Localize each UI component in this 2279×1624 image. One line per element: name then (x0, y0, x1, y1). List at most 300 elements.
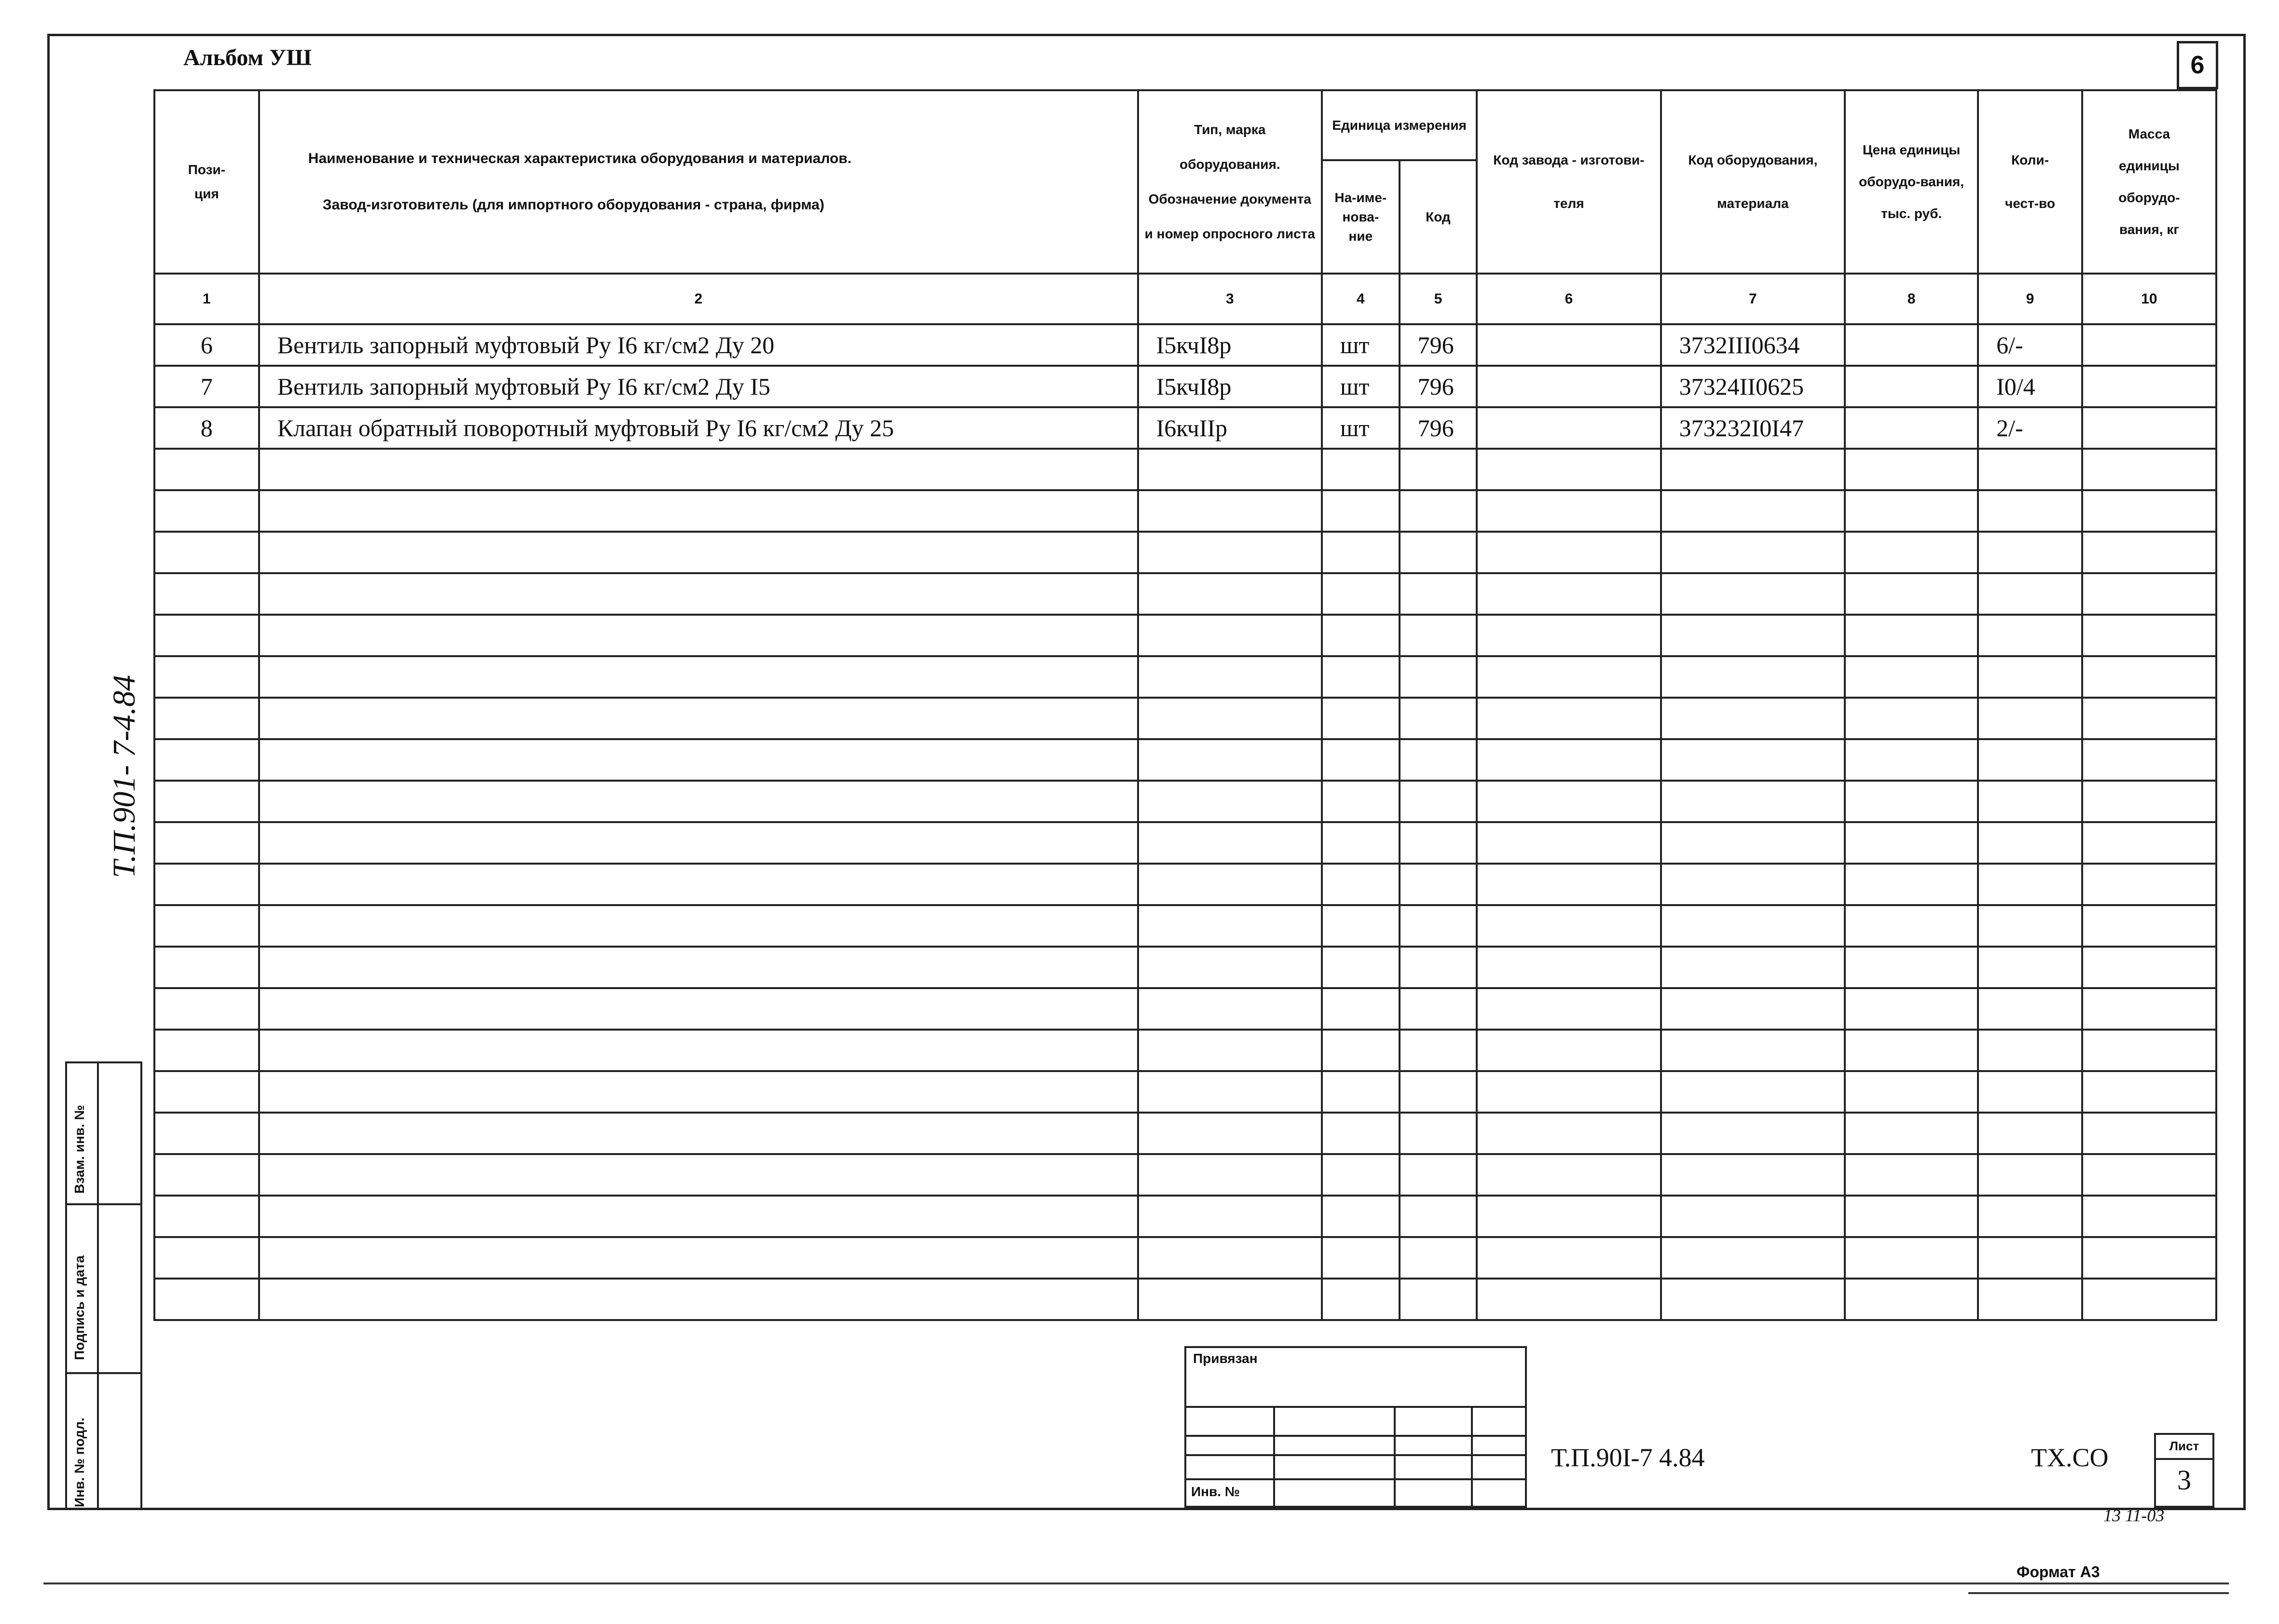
row-quantity: I0/4 (1978, 366, 2082, 407)
empty-cell (1845, 656, 1978, 698)
empty-cell (1978, 698, 2082, 739)
empty-cell (2082, 1279, 2216, 1320)
empty-cell (154, 573, 259, 615)
empty-cell (1978, 822, 2082, 864)
empty-cell (1138, 864, 1322, 905)
empty-cell (154, 532, 259, 573)
col-header-maker-code: Код завода - изготови-теля (1477, 90, 1661, 274)
empty-cell (1978, 1071, 2082, 1113)
empty-cell (2082, 1071, 2216, 1113)
row-mass (2082, 366, 2216, 407)
empty-cell (2082, 449, 2216, 490)
empty-cell (2082, 615, 2216, 656)
row-quantity: 2/- (1978, 407, 2082, 449)
empty-cell (1978, 490, 2082, 532)
empty-cell (154, 1113, 259, 1154)
empty-cell (1845, 1237, 1978, 1279)
empty-cell (1978, 1237, 2082, 1279)
empty-cell (1322, 449, 1400, 490)
row-type: I5кчI8р (1138, 324, 1322, 366)
empty-cell (259, 864, 1138, 905)
side-signature-strip (65, 1061, 142, 1510)
empty-cell (1661, 1154, 1845, 1196)
empty-cell (2082, 1237, 2216, 1279)
row-position: 8 (154, 407, 259, 449)
table-row (154, 366, 2216, 407)
col-header-unit-name: На-име-нова-ние (1322, 160, 1400, 274)
col-number: 8 (1845, 274, 1978, 324)
empty-cell (1138, 1030, 1322, 1071)
empty-cell (2082, 1030, 2216, 1071)
empty-row (154, 781, 2216, 822)
empty-cell (1400, 573, 1477, 615)
col-header-name (259, 90, 1138, 274)
empty-cell (2082, 739, 2216, 781)
empty-row (154, 822, 2216, 864)
empty-cell (2082, 532, 2216, 573)
col-number: 1 (154, 274, 259, 324)
empty-cell (1400, 490, 1477, 532)
empty-cell (1661, 1071, 1845, 1113)
handwritten-number: 13 11-03 (2103, 1506, 2165, 1525)
empty-cell (1978, 905, 2082, 947)
empty-cell (1661, 988, 1845, 1030)
empty-cell (259, 781, 1138, 822)
empty-cell (1978, 1196, 2082, 1237)
row-position: 6 (154, 324, 259, 366)
empty-cell (1978, 1113, 2082, 1154)
row-quantity: 6/- (1978, 324, 2082, 366)
empty-cell (1138, 1279, 1322, 1320)
empty-cell (259, 698, 1138, 739)
col-header-equipment-code: Код оборудования, материала (1661, 90, 1845, 274)
row-price (1845, 407, 1978, 449)
empty-cell (154, 490, 259, 532)
empty-cell (1477, 1071, 1661, 1113)
row-unit: шт (1322, 324, 1400, 366)
empty-cell (1477, 864, 1661, 905)
empty-cell (1978, 615, 2082, 656)
empty-cell (259, 1154, 1138, 1196)
empty-cell (154, 1154, 259, 1196)
empty-cell (1978, 573, 2082, 615)
empty-cell (1661, 822, 1845, 864)
empty-cell (154, 656, 259, 698)
empty-cell (1845, 573, 1978, 615)
empty-cell (154, 947, 259, 988)
row-equipment-code: 3732III0634 (1661, 324, 1845, 366)
empty-cell (1845, 864, 1978, 905)
empty-cell (259, 1279, 1138, 1320)
empty-cell (1661, 532, 1845, 573)
empty-rows (154, 449, 2216, 1320)
row-unit-code: 796 (1400, 366, 1477, 407)
empty-cell (1322, 822, 1400, 864)
row-price (1845, 366, 1978, 407)
empty-cell (154, 781, 259, 822)
empty-cell (1477, 490, 1661, 532)
empty-cell (1845, 449, 1978, 490)
empty-cell (1978, 947, 2082, 988)
empty-cell (1322, 1237, 1400, 1279)
empty-cell (1845, 988, 1978, 1030)
empty-cell (1322, 781, 1400, 822)
empty-cell (1845, 1071, 1978, 1113)
empty-cell (259, 1030, 1138, 1071)
empty-cell (154, 905, 259, 947)
col-header-type: Тип, марка оборудования. Обозначение документа и номер опросного листа (1138, 90, 1322, 274)
empty-cell (154, 822, 259, 864)
empty-cell (1138, 947, 1322, 988)
empty-cell (1845, 1113, 1978, 1154)
empty-cell (1322, 1030, 1400, 1071)
empty-cell (1400, 781, 1477, 822)
row-unit-code: 796 (1400, 324, 1477, 366)
sheet-number: 6 (2177, 41, 2218, 89)
empty-cell (1477, 1154, 1661, 1196)
empty-cell (1322, 1196, 1400, 1237)
empty-cell (1322, 1071, 1400, 1113)
row-type: I6кчIIр (1138, 407, 1322, 449)
row-maker-code (1477, 366, 1661, 407)
empty-cell (2082, 947, 2216, 988)
empty-cell (1138, 449, 1322, 490)
album-title: Альбом УШ (183, 45, 312, 70)
empty-cell (1845, 615, 1978, 656)
col-number: 10 (2082, 274, 2216, 324)
empty-cell (1138, 698, 1322, 739)
empty-cell (154, 1030, 259, 1071)
empty-cell (259, 656, 1138, 698)
col-number: 4 (1322, 274, 1400, 324)
empty-cell (1138, 988, 1322, 1030)
empty-row (154, 1154, 2216, 1196)
empty-cell (1138, 1237, 1322, 1279)
empty-cell (154, 449, 259, 490)
empty-cell (1661, 656, 1845, 698)
format-label: Формат А3 (2017, 1563, 2100, 1581)
empty-cell (1661, 1196, 1845, 1237)
empty-cell (1322, 1113, 1400, 1154)
title-block-tx: ТХ.СО (2031, 1443, 2109, 1472)
empty-cell (1400, 1154, 1477, 1196)
empty-cell (1661, 905, 1845, 947)
row-name: Вентиль запорный муфтовый Ру I6 кг/см2 Ду 20 (259, 324, 1138, 366)
label-sign-date: Подпись и дата (72, 1255, 87, 1360)
bottom-rule (43, 1583, 2229, 1584)
empty-cell (1138, 781, 1322, 822)
empty-cell (1661, 781, 1845, 822)
empty-cell (1400, 656, 1477, 698)
empty-cell (1322, 532, 1400, 573)
empty-cell (1845, 490, 1978, 532)
empty-cell (1477, 1030, 1661, 1071)
row-unit: шт (1322, 407, 1400, 449)
empty-cell (1978, 781, 2082, 822)
empty-row (154, 864, 2216, 905)
row-maker-code (1477, 407, 1661, 449)
empty-cell (1661, 864, 1845, 905)
empty-cell (2082, 822, 2216, 864)
stamp-privyazan: Привязан (1193, 1351, 1258, 1366)
empty-cell (259, 490, 1138, 532)
empty-cell (1661, 698, 1845, 739)
col-header-name-line1: Наименование и техническая характеристика оборудования и материалов. (308, 151, 851, 166)
empty-cell (1322, 490, 1400, 532)
col-header-unit: Единица измерения (1322, 90, 1477, 160)
empty-cell (154, 1071, 259, 1113)
empty-cell (1322, 573, 1400, 615)
stamp-inv-no: Инв. № (1191, 1484, 1240, 1499)
col-header-position: Пози- ция (154, 90, 259, 274)
empty-cell (2082, 781, 2216, 822)
table-row (154, 407, 2216, 449)
empty-cell (1978, 532, 2082, 573)
row-name: Клапан обратный поворотный муфтовый Ру I6 кг/см2 Ду 25 (259, 407, 1138, 449)
empty-cell (259, 1113, 1138, 1154)
empty-cell (1138, 1154, 1322, 1196)
empty-cell (2082, 1196, 2216, 1237)
empty-cell (1845, 781, 1978, 822)
empty-row (154, 1196, 2216, 1237)
empty-cell (1400, 905, 1477, 947)
empty-cell (1477, 449, 1661, 490)
empty-cell (259, 1196, 1138, 1237)
empty-cell (2082, 905, 2216, 947)
empty-cell (1322, 739, 1400, 781)
empty-row (154, 615, 2216, 656)
empty-cell (1477, 532, 1661, 573)
empty-cell (1661, 947, 1845, 988)
empty-cell (1661, 1237, 1845, 1279)
empty-cell (2082, 1154, 2216, 1196)
empty-cell (1477, 988, 1661, 1030)
empty-cell (1477, 1196, 1661, 1237)
empty-row (154, 947, 2216, 988)
empty-cell (1477, 1279, 1661, 1320)
empty-cell (1400, 1071, 1477, 1113)
empty-cell (1661, 615, 1845, 656)
row-equipment-code: 37324II0625 (1661, 366, 1845, 407)
col-number: 2 (259, 274, 1138, 324)
empty-cell (1322, 864, 1400, 905)
empty-cell (1845, 1030, 1978, 1071)
row-type: I5кчI8р (1138, 366, 1322, 407)
empty-cell (1477, 947, 1661, 988)
empty-row (154, 1071, 2216, 1113)
empty-cell (2082, 698, 2216, 739)
empty-row (154, 698, 2216, 739)
list-box (2154, 1433, 2214, 1508)
empty-row (154, 988, 2216, 1030)
empty-row (154, 1113, 2216, 1154)
empty-row (154, 1030, 2216, 1071)
empty-cell (1845, 739, 1978, 781)
empty-cell (2082, 656, 2216, 698)
empty-cell (1400, 449, 1477, 490)
empty-cell (1400, 615, 1477, 656)
empty-cell (1978, 864, 2082, 905)
empty-cell (1138, 573, 1322, 615)
empty-cell (1322, 947, 1400, 988)
empty-cell (1138, 656, 1322, 698)
empty-cell (1138, 1113, 1322, 1154)
empty-row (154, 905, 2216, 947)
empty-cell (1400, 947, 1477, 988)
empty-cell (154, 864, 259, 905)
empty-cell (1845, 532, 1978, 573)
empty-cell (1661, 1279, 1845, 1320)
empty-cell (1978, 988, 2082, 1030)
empty-cell (259, 615, 1138, 656)
empty-cell (1138, 905, 1322, 947)
empty-cell (1978, 1154, 2082, 1196)
empty-cell (259, 739, 1138, 781)
empty-row (154, 739, 2216, 781)
empty-cell (1322, 988, 1400, 1030)
empty-cell (1400, 864, 1477, 905)
row-name: Вентиль запорный муфтовый Ру I6 кг/см2 Ду I5 (259, 366, 1138, 407)
empty-cell (1322, 656, 1400, 698)
col-number: 9 (1978, 274, 2082, 324)
empty-cell (1138, 822, 1322, 864)
empty-cell (1845, 947, 1978, 988)
empty-cell (154, 739, 259, 781)
empty-cell (1400, 1279, 1477, 1320)
col-header-quantity: Коли-чест-во (1978, 90, 2082, 274)
label-vzam-inv: Взам. инв. № (72, 1105, 87, 1194)
row-equipment-code: 373232I0I47 (1661, 407, 1845, 449)
empty-cell (259, 1237, 1138, 1279)
empty-cell (2082, 864, 2216, 905)
col-number: 5 (1400, 274, 1477, 324)
empty-cell (1477, 698, 1661, 739)
empty-cell (1845, 698, 1978, 739)
empty-cell (1978, 449, 2082, 490)
empty-row (154, 490, 2216, 532)
empty-cell (1400, 1030, 1477, 1071)
empty-cell (1661, 1113, 1845, 1154)
empty-cell (1845, 905, 1978, 947)
row-unit: шт (1322, 366, 1400, 407)
empty-cell (1400, 1237, 1477, 1279)
empty-cell (1322, 1279, 1400, 1320)
empty-cell (1138, 739, 1322, 781)
empty-cell (1322, 905, 1400, 947)
empty-cell (259, 449, 1138, 490)
empty-cell (1400, 739, 1477, 781)
empty-cell (1845, 1196, 1978, 1237)
empty-row (154, 573, 2216, 615)
empty-cell (1477, 1113, 1661, 1154)
empty-cell (259, 532, 1138, 573)
list-value: 3 (2177, 1464, 2191, 1496)
empty-cell (1661, 449, 1845, 490)
col-number: 6 (1477, 274, 1661, 324)
empty-cell (1400, 1196, 1477, 1237)
empty-cell (1477, 822, 1661, 864)
empty-cell (1477, 739, 1661, 781)
empty-cell (1845, 822, 1978, 864)
empty-cell (154, 698, 259, 739)
empty-cell (1138, 1071, 1322, 1113)
empty-cell (1978, 739, 2082, 781)
empty-cell (1322, 615, 1400, 656)
empty-cell (154, 988, 259, 1030)
table-row (154, 324, 2216, 366)
col-header-mass: Масса единицы оборудо-вания, кг (2082, 90, 2216, 274)
handwritten-doc-code: Т.П.901- 7-4.84 (107, 674, 142, 878)
empty-cell (1138, 490, 1322, 532)
col-number: 3 (1138, 274, 1322, 324)
row-maker-code (1477, 324, 1661, 366)
empty-cell (1400, 988, 1477, 1030)
empty-row (154, 1237, 2216, 1279)
empty-cell (1477, 1237, 1661, 1279)
row-unit-code: 796 (1400, 407, 1477, 449)
empty-cell (2082, 988, 2216, 1030)
empty-cell (259, 573, 1138, 615)
empty-cell (1400, 1113, 1477, 1154)
col-header-name-line2: Завод-изготовитель (для импортного оборудования - страна, фирма) (322, 197, 824, 213)
empty-cell (1322, 1154, 1400, 1196)
empty-cell (2082, 490, 2216, 532)
empty-row (154, 1279, 2216, 1320)
empty-cell (1400, 532, 1477, 573)
empty-cell (1661, 573, 1845, 615)
empty-cell (259, 947, 1138, 988)
empty-cell (2082, 1113, 2216, 1154)
format-rule (1968, 1592, 2229, 1594)
row-price (1845, 324, 1978, 366)
empty-row (154, 656, 2216, 698)
empty-cell (154, 1279, 259, 1320)
empty-cell (154, 1237, 259, 1279)
empty-cell (1400, 698, 1477, 739)
specification-table (153, 89, 2217, 1321)
empty-cell (1477, 905, 1661, 947)
empty-cell (1661, 1030, 1845, 1071)
empty-cell (1845, 1154, 1978, 1196)
empty-cell (1845, 1279, 1978, 1320)
empty-cell (1477, 615, 1661, 656)
empty-cell (2082, 573, 2216, 615)
empty-cell (259, 1071, 1138, 1113)
empty-cell (1477, 781, 1661, 822)
empty-cell (1138, 1196, 1322, 1237)
empty-cell (259, 988, 1138, 1030)
empty-row (154, 449, 2216, 490)
empty-cell (259, 905, 1138, 947)
empty-cell (1400, 822, 1477, 864)
empty-cell (1138, 615, 1322, 656)
empty-cell (1978, 656, 2082, 698)
empty-cell (1322, 698, 1400, 739)
list-label: Лист (2156, 1435, 2212, 1460)
empty-cell (1477, 656, 1661, 698)
empty-row (154, 532, 2216, 573)
empty-cell (154, 1196, 259, 1237)
empty-cell (1477, 573, 1661, 615)
empty-cell (154, 615, 259, 656)
row-mass (2082, 324, 2216, 366)
col-number: 7 (1661, 274, 1845, 324)
col-header-price: Цена единицы оборудо-вания, тыс. руб. (1845, 90, 1978, 274)
empty-cell (1978, 1030, 2082, 1071)
row-mass (2082, 407, 2216, 449)
binding-stamp (1184, 1346, 1527, 1508)
empty-cell (1978, 1279, 2082, 1320)
